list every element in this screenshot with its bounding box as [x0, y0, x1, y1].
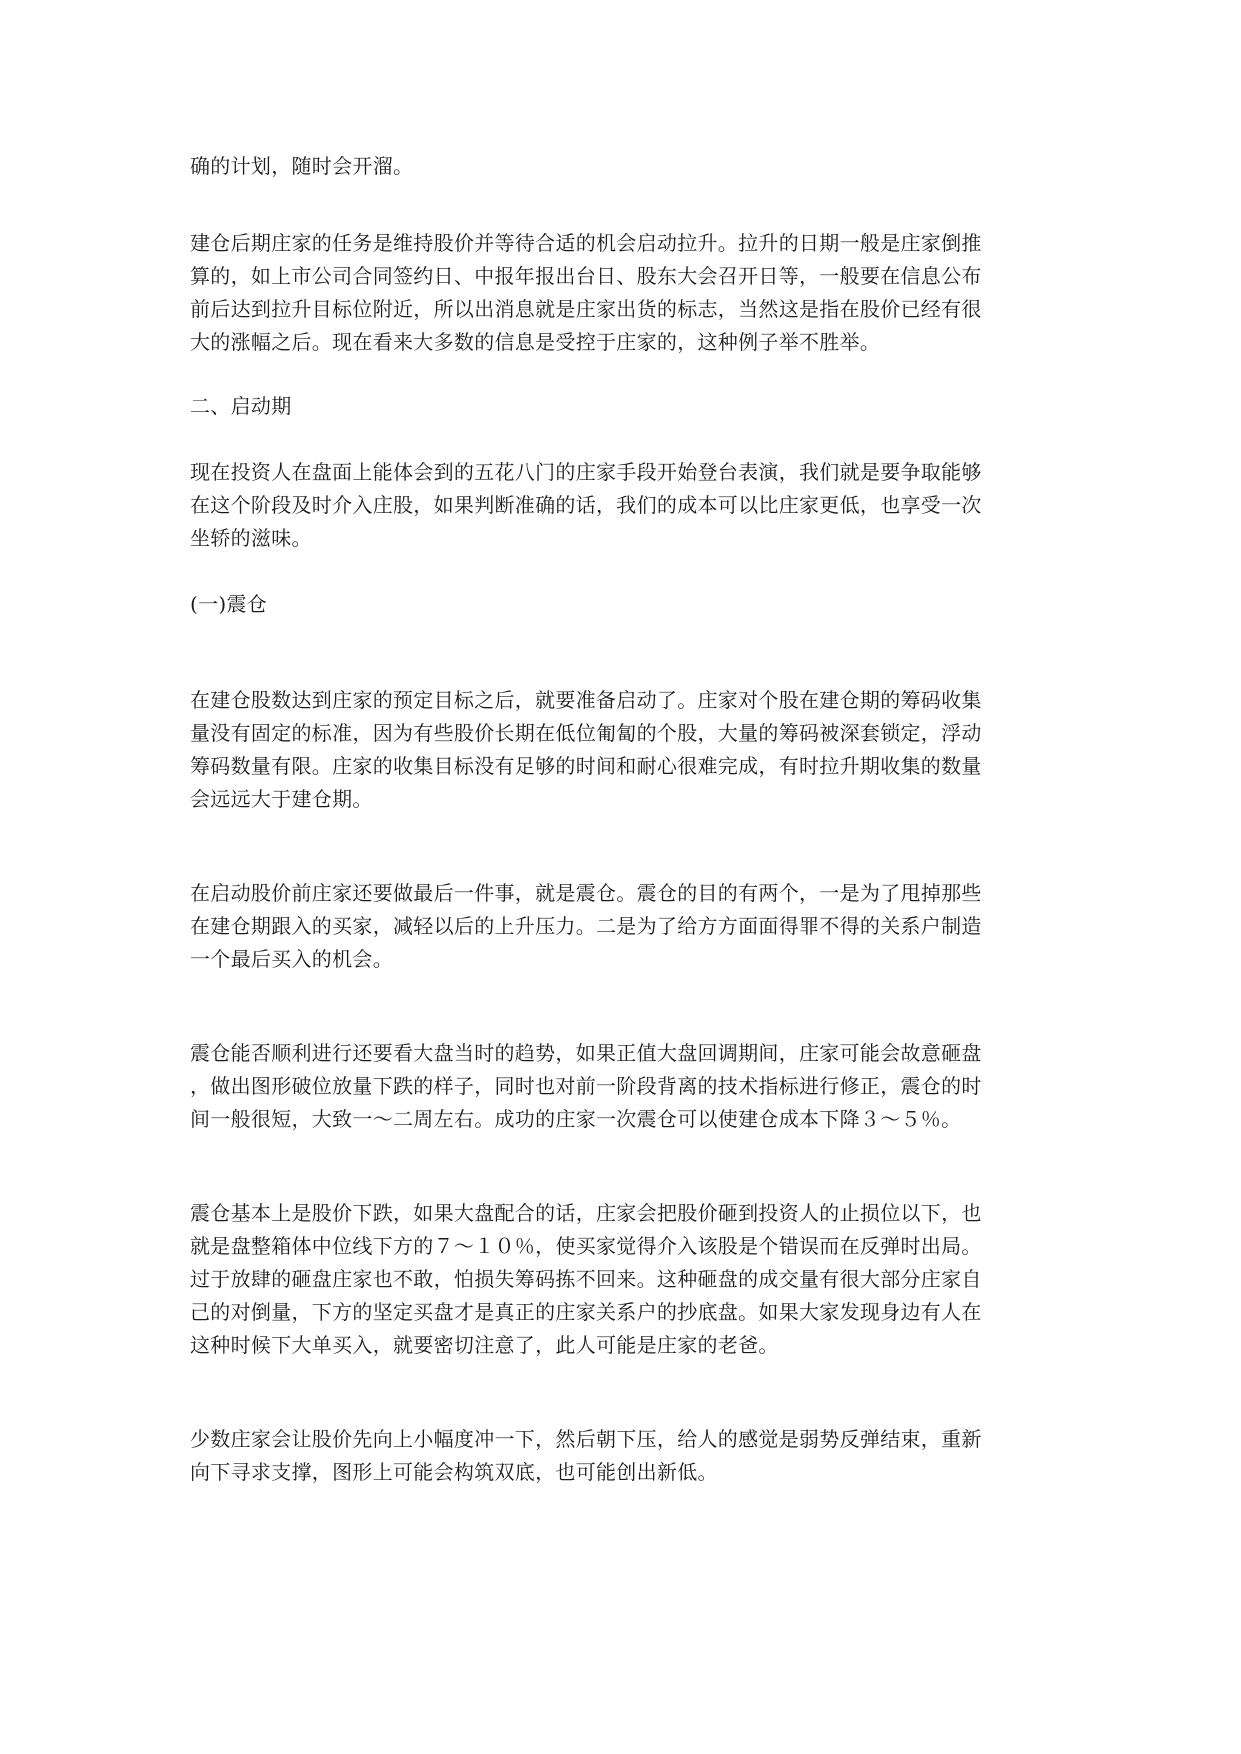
paragraph-line: 坐轿的滋味。: [190, 526, 312, 550]
paragraph-line: 己的对倒量，下方的坚定买盘才是真正的庄家关系户的抄底盘。如果大家发现身边有人在: [190, 1300, 982, 1324]
paragraph-line: 确的计划，随时会开溜。: [190, 154, 414, 178]
paragraph-line: 过于放肆的砸盘庄家也不敢，怕损失筹码拣不回来。这种砸盘的成交量有很大部分庄家自: [190, 1267, 982, 1291]
paragraph-line: ，做出图形破位放量下跌的样子，同时也对前一阶段背离的技术指标进行修正，震仓的时: [190, 1074, 982, 1098]
paragraph-line: 在建仓股数达到庄家的预定目标之后，就要准备启动了。庄家对个股在建仓期的筹码收集: [190, 688, 982, 712]
paragraph-line: 就是盘整箱体中位线下方的７～１０％，使买家觉得介入该股是个错误而在反弹时出局。: [190, 1234, 982, 1258]
paragraph-line: 现在投资人在盘面上能体会到的五花八门的庄家手段开始登台表演，我们就是要争取能够: [190, 460, 982, 484]
paragraph-line: 在这个阶段及时介入庄股，如果判断准确的话，我们的成本可以比庄家更低，也享受一次: [190, 493, 982, 517]
paragraph-line: 大的涨幅之后。现在看来大多数的信息是受控于庄家的，这种例子举不胜举。: [190, 330, 881, 354]
paragraph-line: 量没有固定的标准，因为有些股价长期在低位匍匐的个股，大量的筹码被深套锁定，浮动: [190, 721, 982, 745]
paragraph-line: 筹码数量有限。庄家的收集目标没有足够的时间和耐心很难完成，有时拉升期收集的数量: [190, 754, 982, 778]
paragraph-line: 少数庄家会让股价先向上小幅度冲一下，然后朝下压，给人的感觉是弱势反弹结束，重新: [190, 1427, 982, 1451]
paragraph-line: 震仓能否顺利进行还要看大盘当时的趋势，如果正值大盘回调期间，庄家可能会故意砸盘: [190, 1041, 982, 1065]
paragraph-line: 一个最后买入的机会。: [190, 947, 393, 971]
paragraph-line: 会远远大于建仓期。: [190, 787, 373, 811]
paragraph-line: 在启动股价前庄家还要做最后一件事，就是震仓。震仓的目的有两个，一是为了甩掉那些: [190, 881, 982, 905]
paragraph-line: 这种时候下大单买入，就要密切注意了，此人可能是庄家的老爸。: [190, 1333, 779, 1357]
paragraph-line: 间一般很短，大致一～二周左右。成功的庄家一次震仓可以使建仓成本下降３～５％。: [190, 1107, 962, 1131]
section-heading: 二、启动期: [190, 394, 292, 418]
paragraph-line: 算的，如上市公司合同签约日、中报年报出台日、股东大会召开日等，一般要在信息公布: [190, 264, 982, 288]
subsection-heading: (一)震仓: [190, 592, 268, 616]
paragraph-line: 在建仓期跟入的买家，减轻以后的上升压力。二是为了给方方面面得罪不得的关系户制造: [190, 914, 982, 938]
paragraph-line: 震仓基本上是股价下跌，如果大盘配合的话，庄家会把股价砸到投资人的止损位以下，也: [190, 1201, 982, 1225]
paragraph-line: 前后达到拉升目标位附近，所以出消息就是庄家出货的标志，当然这是指在股价已经有很: [190, 297, 982, 321]
paragraph-line: 建仓后期庄家的任务是维持股价并等待合适的机会启动拉升。拉升的日期一般是庄家倒推: [190, 231, 982, 255]
paragraph-line: 向下寻求支撑，图形上可能会构筑双底，也可能创出新低。: [190, 1460, 718, 1484]
